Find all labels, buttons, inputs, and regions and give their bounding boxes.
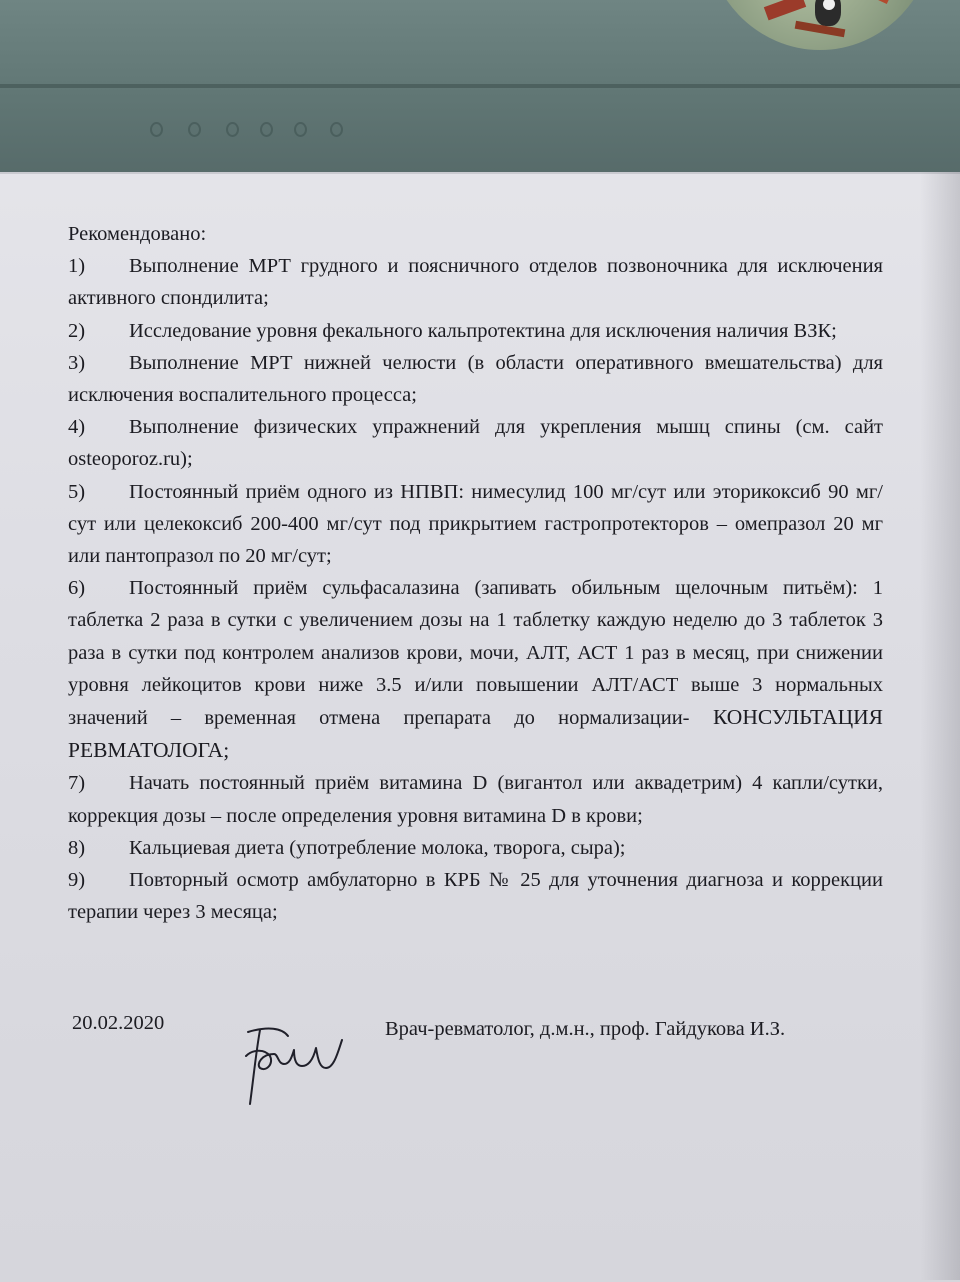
item-number: 3) <box>68 351 86 374</box>
list-item <box>68 347 883 411</box>
background-shelf-edge <box>0 84 960 88</box>
item-number: 8) <box>68 836 86 859</box>
handwritten-signature <box>238 1012 368 1112</box>
document-footer <box>0 1012 960 1122</box>
item-text: Повторный осмотр амбулаторно в КРБ № 25 для уточнения диагноза и коррекции терапии через 3 месяца; <box>68 869 883 924</box>
item-text: Начать постоянный приём витамина D (вигантол или аквадетрим) 4 капли/сутки, коррекция дозы – после определения уровня витамина D в крови; <box>68 772 883 827</box>
list-item <box>68 250 883 314</box>
list-item <box>68 411 883 475</box>
item-number: 5) <box>68 480 86 503</box>
list-item <box>68 832 883 864</box>
item-text: Исследование уровня фекального кальпротектина для исключения наличия ВЗК; <box>129 319 837 342</box>
recommendations-document <box>68 218 883 928</box>
item-text: Постоянный приём сульфасалазина (запивать обильным щелочным питьём): 1 таблетка 2 раза в сутки с увеличением дозы на 1 таблетку каждую неделю до 3 таблеток 3 раза в сутки под контролем анализов крови, мочи, АЛТ, АСТ 1 раз в месяц, при снижении уровня лейкоцитов крови ниже 3.5 и/или повышении АЛТ/АСТ выше 3 нормальных значений – временная отмена препарата до нормализации- <box>68 577 883 730</box>
list-item <box>68 315 883 347</box>
item-text: Выполнение физических упражнений для укрепления мышц спины (см. сайт osteoporoz.ru); <box>68 416 883 471</box>
item-text: Выполнение МРТ грудного и поясничного отделов позвоночника для исключения активного спондилита; <box>68 255 883 310</box>
document-heading: Рекомендовано: <box>68 223 207 245</box>
list-item <box>68 864 883 928</box>
item-number: 7) <box>68 772 86 795</box>
item-number: 4) <box>68 416 86 439</box>
item-number: 6) <box>68 577 86 600</box>
item-text: Выполнение МРТ нижней челюсти (в области оперативного вмешательства) для исключения воспалительного процесса; <box>68 351 883 407</box>
item-number: 1) <box>68 255 86 278</box>
list-item <box>68 767 883 831</box>
item-number: 9) <box>68 869 86 892</box>
item-text: Постоянный приём одного из НПВП: нимесулид 100 мг/сут или эторикоксиб 90 мг/сут или целекоксиб 200-400 мг/сут под прикрытием гастропротекторов – омепразол 20 мг или пантопразол по 20 мг/сут; <box>68 480 883 568</box>
item-text: Кальциевая диета (употребление молока, творога, сыра); <box>129 836 626 859</box>
list-item <box>68 572 883 767</box>
item-emphasis: КОНСУЛЬТАЦИЯ РЕВМАТОЛОГА; <box>68 705 883 763</box>
document-date: 20.02.2020 <box>72 1012 165 1034</box>
doctor-signature-line: Врач-ревматолог, д.м.н., проф. Гайдукова И.З. <box>385 1018 786 1040</box>
list-item <box>68 476 883 573</box>
item-number: 2) <box>68 319 86 342</box>
